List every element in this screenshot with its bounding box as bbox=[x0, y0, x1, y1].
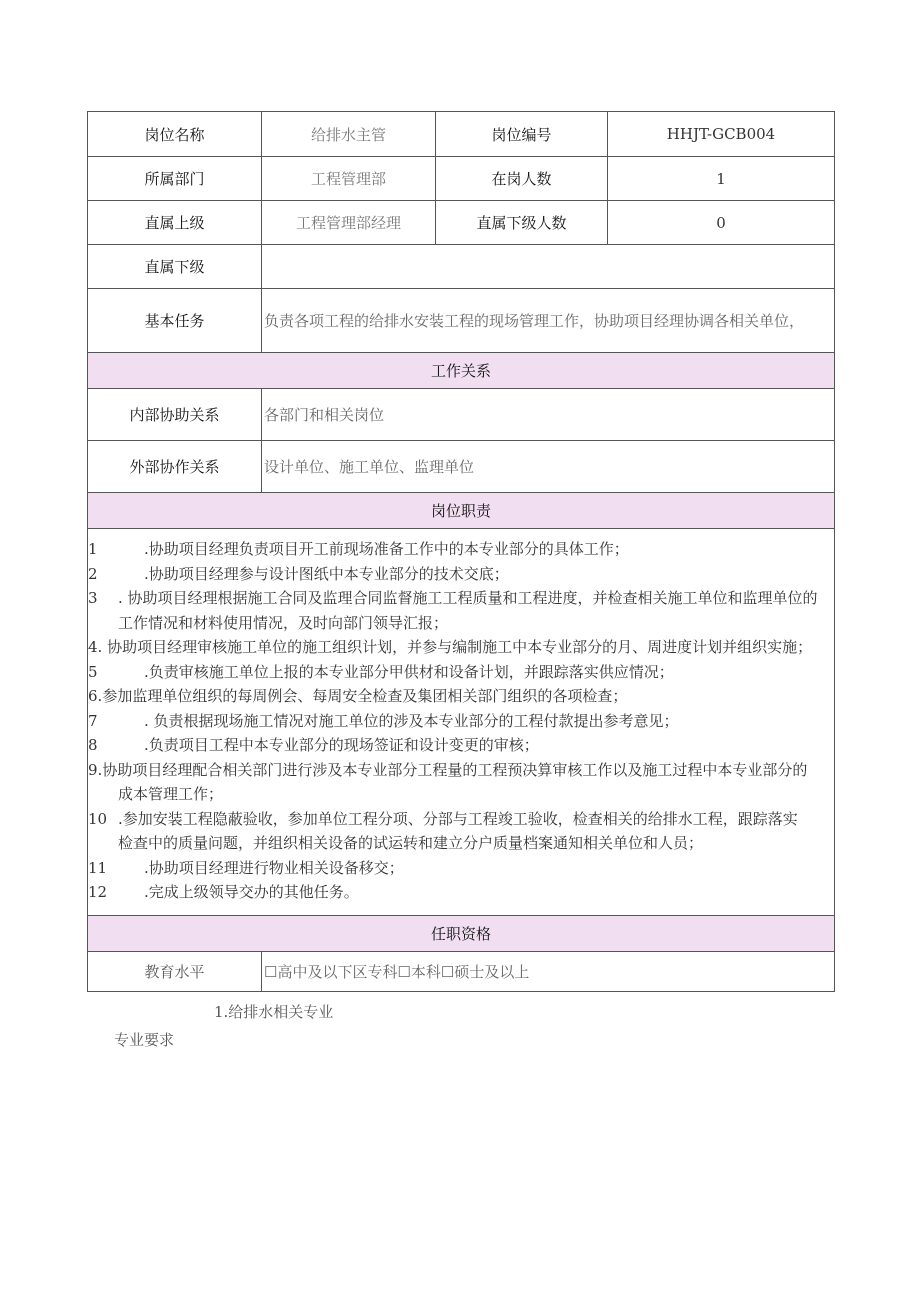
duty-item bbox=[88, 684, 834, 709]
duty-text: . 协助项目经理根据施工合同及监理合同监督施工工程质量和工程进度，并检查相关施工单位和监理单位的 bbox=[118, 589, 818, 607]
duty-item bbox=[88, 758, 834, 783]
education-options: ☐高中及以下区专科☐本科☐硕士及以上 bbox=[262, 951, 835, 991]
internal-label: 内部协助关系 bbox=[88, 389, 262, 441]
duty-text: .协助项目经理进行物业相关设备移交； bbox=[144, 858, 404, 877]
duties-list bbox=[88, 529, 835, 916]
duty-item: 11 .协助项目经理进行物业相关设备移交； bbox=[88, 856, 834, 881]
department: 工程管理部 bbox=[262, 157, 436, 201]
duty-text: .协助项目经理参与设计图纸中本专业部分的技术交底； bbox=[144, 564, 509, 583]
duty-text-continued: 成本管理工作； bbox=[118, 785, 224, 803]
duty-item bbox=[88, 635, 834, 660]
duty-item: 3 . 协助项目经理根据施工合同及监理合同监督施工工程质量和工程进度，并检查相关施工单位和监理单位的 bbox=[88, 586, 834, 611]
external-relations: 设计单位、施工单位、监理单位 bbox=[262, 441, 835, 493]
task-label: 基本任务 bbox=[88, 289, 262, 353]
duty-number: 6 bbox=[88, 687, 98, 705]
duty-item: 8 .负责项目工程中本专业部分的现场签证和设计变更的审核； bbox=[88, 733, 834, 758]
duty-item: 1 .协助项目经理负责项目开工前现场准备工作中的本专业部分的具体工作； bbox=[88, 537, 834, 562]
subordinate bbox=[262, 245, 835, 289]
major-item: 1.给排水相关专业 bbox=[214, 1003, 334, 1021]
external-label: 外部协作关系 bbox=[88, 441, 262, 493]
duty-item: 5 .负责审核施工单位上报的本专业部分甲供材和设备计划，并跟踪落实供应情况； bbox=[88, 660, 834, 685]
department-label: 所属部门 bbox=[88, 157, 262, 201]
duty-text: .协助项目经理配合相关部门进行涉及本专业部分工程量的工程预决算审核工作以及施工过程中本专业部分的 bbox=[97, 760, 808, 779]
duty-text: . 负责根据现场施工情况对施工单位的涉及本专业部分的工程付款提出参考意见； bbox=[144, 711, 679, 730]
duty-text-continued: 检查中的质量问题，并组织相关设备的试运转和建立分户质量档案通知相关单位和人员； bbox=[118, 834, 704, 852]
position-name: 给排水主管 bbox=[262, 112, 436, 157]
duty-text: .参加安装工程隐蔽验收，参加单位工程分项、分部与工程竣工验收，检查相关的给排水工程，跟踪落实 bbox=[118, 809, 798, 828]
subordinate-count-label: 直属下级人数 bbox=[436, 201, 608, 245]
major-label: 专业要求 bbox=[114, 1031, 175, 1049]
position-code-label: 岗位编号 bbox=[436, 112, 608, 157]
headcount-label: 在岗人数 bbox=[436, 157, 608, 201]
job-description-table bbox=[87, 111, 835, 992]
task: 负责各项工程的给排水安装工程的现场管理工作，协助项目经理协调各相关单位， bbox=[262, 289, 835, 353]
duty-item: 12 .完成上级领导交办的其他任务。 bbox=[88, 880, 834, 905]
internal-relations: 各部门和相关岗位 bbox=[262, 389, 835, 441]
duty-text: .负责审核施工单位上报的本专业部分甲供材和设备计划，并跟踪落实供应情况； bbox=[144, 662, 674, 681]
duty-text: .参加监理单位组织的每周例会、每周安全检查及集团相关部门组织的各项检查； bbox=[97, 687, 628, 705]
duty-number: 4 bbox=[88, 638, 98, 656]
duty-text: . 协助项目经理审核施工单位的施工组织计划，并参与编制施工中本专业部分的月、周进度计划并组织实施； bbox=[97, 638, 813, 656]
duty-item: 7 . 负责根据现场施工情况对施工单位的涉及本专业部分的工程付款提出参考意见； bbox=[88, 709, 834, 734]
superior: 工程管理部经理 bbox=[262, 201, 436, 245]
headcount: 1 bbox=[608, 157, 835, 201]
duty-item: 2 .协助项目经理参与设计图纸中本专业部分的技术交底； bbox=[88, 562, 834, 587]
duties-header: 岗位职责 bbox=[88, 493, 835, 529]
duty-text: .完成上级领导交办的其他任务。 bbox=[144, 883, 359, 901]
education-label: 教育水平 bbox=[88, 951, 262, 991]
superior-label: 直属上级 bbox=[88, 201, 262, 245]
duty-text-continued: 工作情况和材料使用情况，及时向部门领导汇报； bbox=[118, 613, 449, 632]
subordinate-count: 0 bbox=[608, 201, 835, 245]
position-code: HHJT-GCB004 bbox=[608, 112, 835, 157]
duty-number: 9 bbox=[88, 760, 98, 779]
duty-item: 10 .参加安装工程隐蔽验收，参加单位工程分项、分部与工程竣工验收，检查相关的给排水工程，跟踪落实 bbox=[88, 807, 834, 832]
relations-header: 工作关系 bbox=[88, 353, 835, 389]
duty-text: .协助项目经理负责项目开工前现场准备工作中的本专业部分的具体工作； bbox=[144, 540, 629, 558]
position-name-label: 岗位名称 bbox=[88, 112, 262, 157]
qualifications-header: 任职资格 bbox=[88, 915, 835, 951]
duty-text: .负责项目工程中本专业部分的现场签证和设计变更的审核； bbox=[144, 736, 539, 754]
subordinate-label: 直属下级 bbox=[88, 245, 262, 289]
